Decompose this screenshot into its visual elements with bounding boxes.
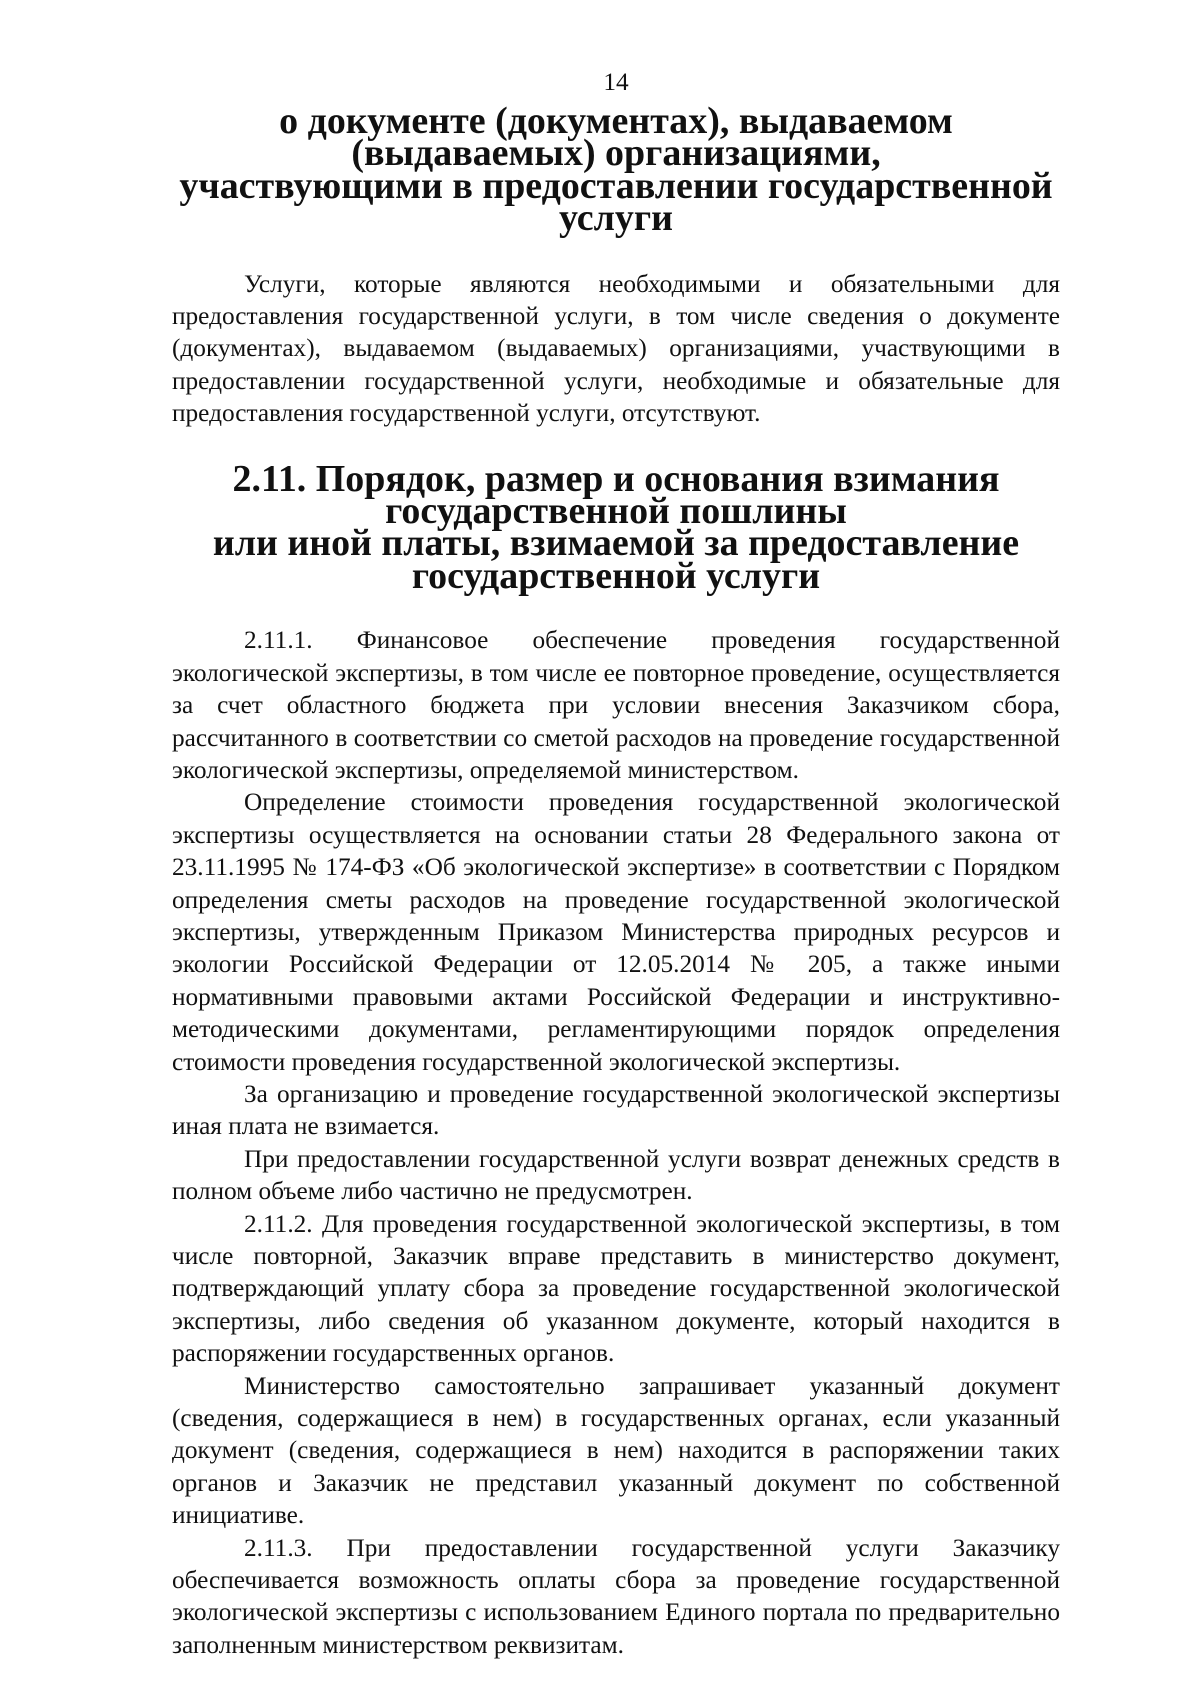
paragraph-2-11-1: 2.11.1. Финансовое обеспечение проведения государственной экологической экспертизы, в том числе ее повторное проведение, осуществляется за счет областного бюджета при условии внесения Заказчиком сбора, рассчитанного в соответствии со сметой расходов на проведение государственной экологической экспертизы, определяемой министерством.	[172, 626, 1060, 784]
services-paragraph: Услуги, которые являются необходимыми и обязательными для предоставления государственной услуги, в том числе сведения о документе (документах), выдаваемом (выдаваемых) организациями, участвующими в предоставлении государственной услуги, необходимые и обязательные для предоставления государственной услуги, отсутствуют.	[172, 269, 1060, 428]
paragraph-no-other-fee: За организацию и проведение государственной экологической экспертизы иная плата не взимается.	[172, 1079, 1060, 1141]
section-heading-2-11	[172, 457, 1060, 597]
subsection-heading-line-2: участвующими в предоставлении государственной услуги	[179, 164, 1053, 240]
paragraph-no-refund: При предоставлении государственной услуги возврат денежных средств в полном объеме либо частично не предусмотрен.	[172, 1144, 1060, 1206]
section-heading-line-2: или иной платы, взимаемой за предоставление государственной услуги	[212, 522, 1020, 597]
paragraph-2-11-2: 2.11.2. Для проведения государственной экологической экспертизы, в том числе повторной, Заказчик вправе представить в министерство документ, подтверждающий уплату сбора за проведение государственной экологической экспертизы, либо сведения об указанном документе, который находится в распоряжении государственных органов.	[172, 1209, 1060, 1368]
paragraph-ministry-request: Министерство самостоятельно запрашивает указанный документ (сведения, содержащиеся в нем) в государственных органах, если указанный документ (сведения, содержащиеся в нем) находится в распоряжении таких органов и Заказчик не представил указанный документ по собственной инициативе.	[172, 1371, 1060, 1530]
page-number: 14	[603, 68, 629, 96]
paragraph-2-11-3: 2.11.3. При предоставлении государственной услуги Заказчику обеспечивается возможность оплаты сбора за проведение государственной экологической экспертизы с использованием Единого портала по предварительно заполненным министерством реквизитам.	[172, 1533, 1060, 1659]
subsection-heading	[172, 100, 1060, 240]
paragraph-cost-determination: Определение стоимости проведения государственной экологической экспертизы осуществляется на основании статьи 28 Федерального закона от 23.11.1995 № 174-ФЗ «Об экологической экспертизе» в соответствии с Порядком определения сметы расходов на проведение государственной экологической экспертизы, утвержденным Приказом Министерства природных ресурсов и экологии Российской Федерации от 12.05.2014 № 205, а также иными нормативными правовыми актами Российской Федерации и инструктивно-методическими документами, регламентирующими порядок определения стоимости проведения государственной экологической экспертизы.	[172, 788, 1060, 1076]
subsection-heading-line-1: о документе (документах), выдаваемом (выдаваемых) организациями,	[279, 100, 953, 175]
section-heading-line-1: 2.11. Порядок, размер и основания взимания государственной пошлины	[232, 457, 1000, 533]
